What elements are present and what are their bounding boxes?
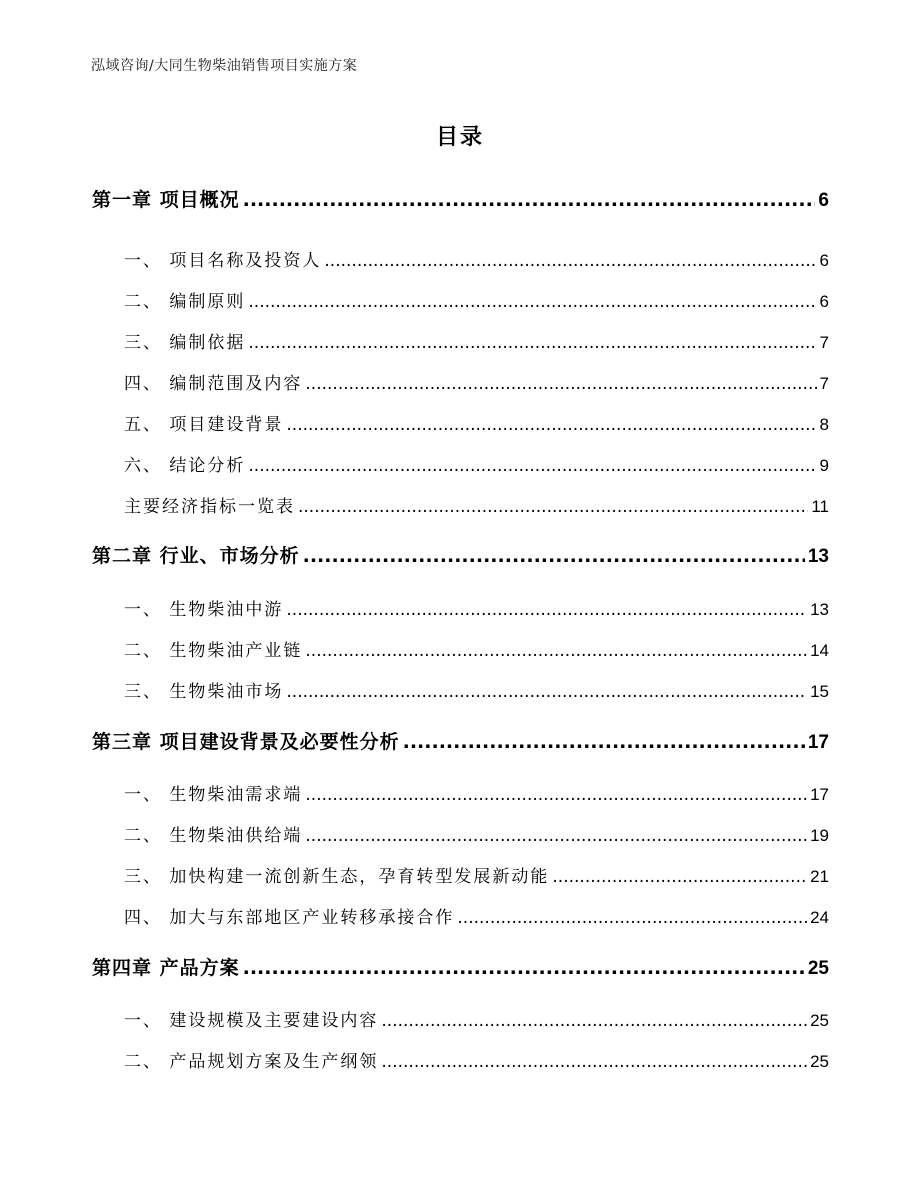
toc-entry-label: 六、 结论分析	[124, 456, 246, 476]
toc-entry-label: 二、 产品规划方案及生产纲领	[124, 1052, 379, 1072]
toc-entry-label: 第三章 项目建设背景及必要性分析	[92, 731, 400, 753]
toc-entry-label: 三、 生物柴油市场	[124, 682, 284, 702]
toc-chapter-entry[interactable]	[92, 953, 829, 980]
dot-leader	[381, 1011, 807, 1031]
toc-page-number: 15	[810, 682, 829, 701]
toc-section-entry[interactable]	[124, 246, 829, 271]
dot-leader	[286, 600, 807, 620]
running-header: 泓域咨询/大同生物柴油销售项目实施方案	[91, 58, 358, 74]
dot-leader	[305, 641, 807, 661]
toc-page-number: 25	[807, 958, 829, 979]
dot-leader	[552, 867, 807, 887]
toc-page-number: 17	[810, 785, 829, 804]
toc-page-number: 6	[819, 251, 829, 270]
toc-section-entry[interactable]	[124, 287, 829, 312]
toc-section-entry[interactable]	[124, 369, 829, 394]
toc-entry-label: 三、 加快构建一流创新生态，孕育转型发展新动能	[124, 867, 550, 887]
dot-leader	[305, 826, 807, 846]
toc-section-entry[interactable]	[124, 492, 829, 517]
toc-page-number: 25	[810, 1052, 829, 1071]
toc-page-number: 25	[810, 1011, 829, 1030]
toc-section-entry[interactable]	[124, 821, 829, 846]
toc-page-number: 14	[810, 641, 829, 660]
dot-leader	[403, 731, 805, 753]
toc-entry-label: 第一章 项目概况	[92, 189, 240, 211]
dot-leader	[457, 908, 807, 928]
toc-entry-label: 二、 生物柴油供给端	[124, 826, 303, 846]
toc-section-entry[interactable]	[124, 903, 829, 928]
toc-entry-label: 一、 生物柴油需求端	[124, 785, 303, 805]
toc-section-entry[interactable]	[124, 328, 829, 353]
toc-entry-label: 一、 建设规模及主要建设内容	[124, 1011, 379, 1031]
toc-chapter-entry[interactable]	[92, 541, 829, 568]
toc-section-entry[interactable]	[124, 595, 829, 620]
dot-leader	[381, 1052, 807, 1072]
toc-page-number: 11	[811, 497, 829, 516]
toc-entry-label: 四、 编制范围及内容	[124, 374, 303, 394]
toc-page-number: 7	[819, 333, 829, 352]
toc-section-entry[interactable]	[124, 451, 829, 476]
dot-leader	[248, 292, 816, 312]
toc-entry-label: 二、 编制原则	[124, 292, 246, 312]
dot-leader	[298, 497, 808, 517]
toc-section-entry[interactable]	[124, 677, 829, 702]
toc-entry-label: 二、 生物柴油产业链	[124, 641, 303, 661]
toc-section-entry[interactable]	[124, 1047, 829, 1072]
dot-leader	[248, 333, 816, 353]
dot-leader	[248, 456, 816, 476]
dot-leader	[303, 545, 805, 567]
dot-leader	[286, 682, 807, 702]
dot-leader	[243, 957, 805, 979]
toc-section-entry[interactable]	[124, 410, 829, 435]
toc-entry-label: 五、 项目建设背景	[124, 415, 284, 435]
toc-page-number: 21	[810, 867, 829, 886]
toc-entry-label: 四、 加大与东部地区产业转移承接合作	[124, 908, 455, 928]
toc-entry-label: 第四章 产品方案	[92, 957, 240, 979]
toc-section-entry[interactable]	[124, 636, 829, 661]
toc-chapter-entry[interactable]	[92, 185, 829, 212]
toc-page-number: 13	[810, 600, 829, 619]
dot-leader	[305, 785, 807, 805]
toc-page-number: 17	[807, 732, 829, 753]
toc-page-number: 7	[819, 374, 829, 393]
toc-page-number: 24	[810, 908, 829, 927]
toc-entry-label: 三、 编制依据	[124, 333, 246, 353]
toc-entry-label: 主要经济指标一览表	[124, 497, 295, 517]
toc-entry-label: 一、 生物柴油中游	[124, 600, 284, 620]
toc-entry-label: 一、 项目名称及投资人	[124, 251, 322, 271]
dot-leader	[286, 415, 816, 435]
dot-leader	[305, 374, 816, 394]
toc-page-number: 6	[818, 190, 829, 211]
toc-section-entry[interactable]	[124, 1006, 829, 1031]
toc-section-entry[interactable]	[124, 862, 829, 887]
toc-page-number: 13	[807, 546, 829, 567]
dot-leader	[243, 189, 816, 211]
toc-chapter-entry[interactable]	[92, 727, 829, 754]
toc-section-entry[interactable]	[124, 780, 829, 805]
toc-entry-label: 第二章 行业、市场分析	[92, 545, 300, 567]
toc-page-number: 8	[819, 415, 829, 434]
toc-page-number: 9	[819, 456, 829, 475]
toc-page-number: 19	[810, 826, 829, 845]
dot-leader	[324, 251, 816, 271]
toc-title: 目录	[435, 125, 484, 150]
toc-page-number: 6	[819, 292, 829, 311]
